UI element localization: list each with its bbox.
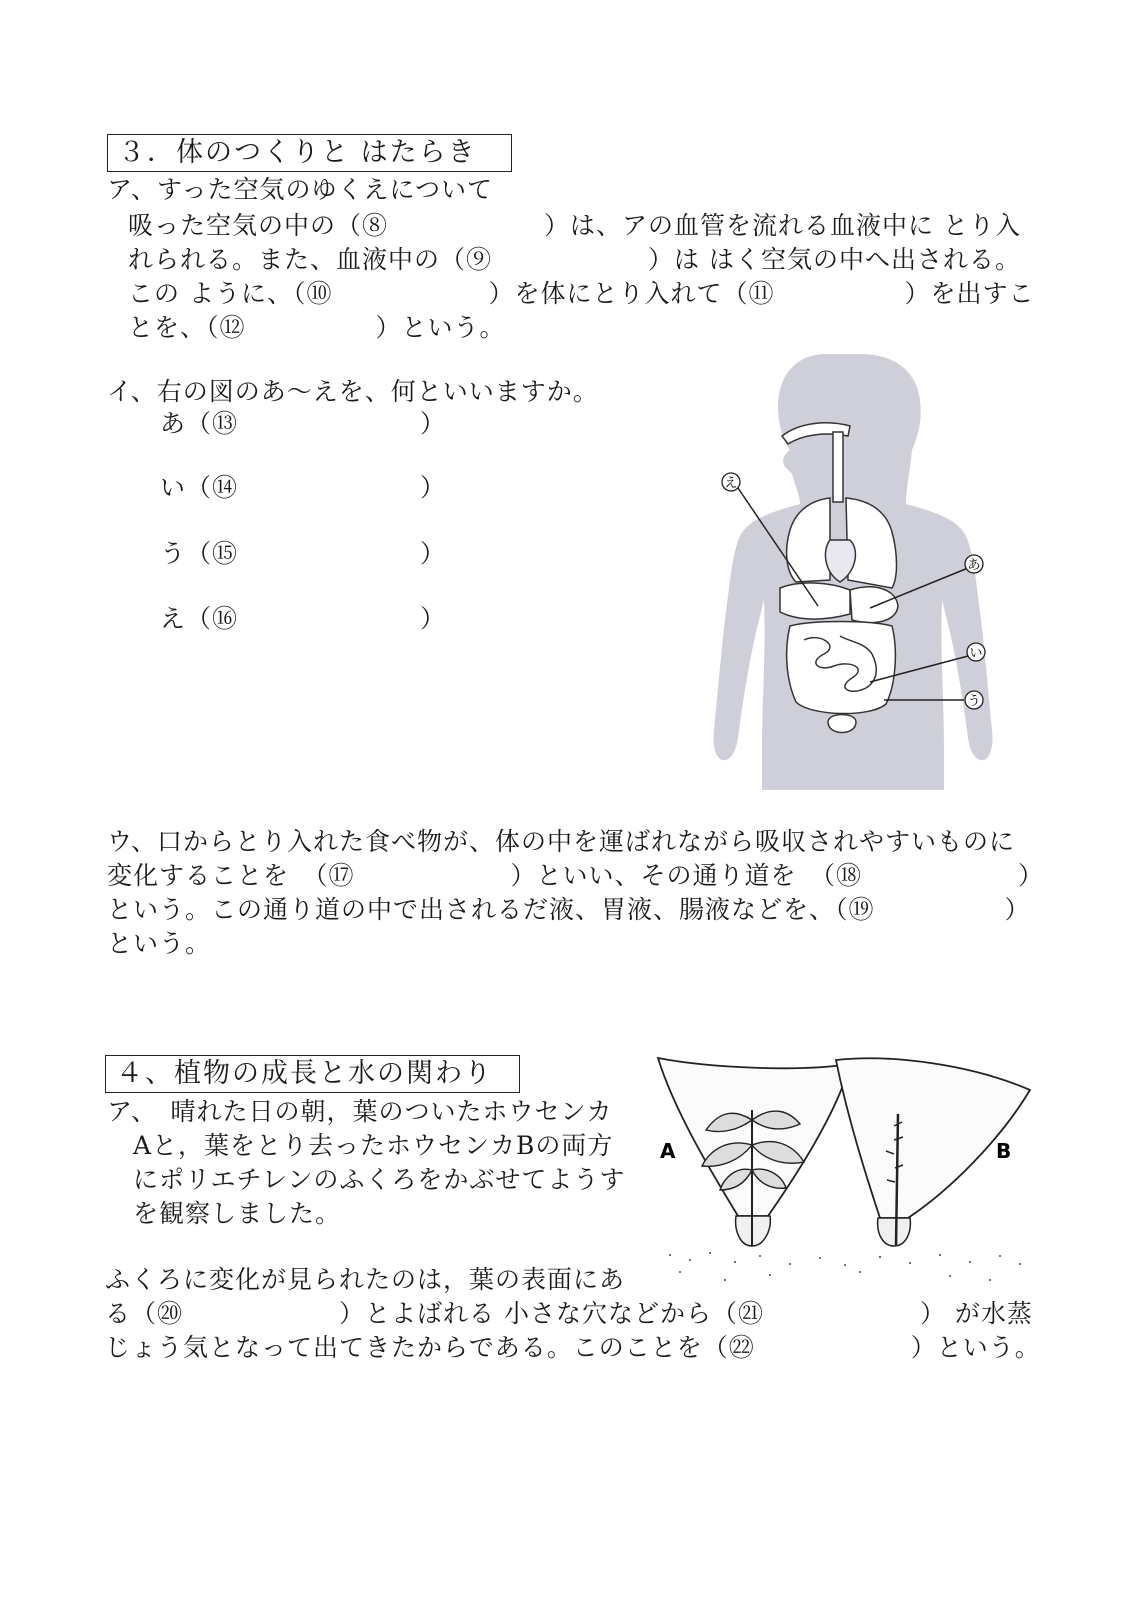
ground (669, 1252, 1021, 1281)
section3-partA-line: この ように、（⑩ ）を体にとり入れて（⑪ ）を出すこ (128, 279, 1035, 308)
section3-partB-question: イ、右の図のあ〜えを、何といいますか。 (107, 377, 599, 406)
section4-partA-line: Aと，葉をとり去ったホウセンカBの両方 (107, 1131, 614, 1160)
figure-label-a: あ (967, 558, 981, 573)
section4-partA-line: ア、 晴れた日の朝，葉のついたホウセンカ (107, 1097, 613, 1126)
section4-conclusion-line: ふくろに変化が見られたのは，葉の表面にあ (105, 1265, 626, 1294)
bag-a (658, 1058, 850, 1216)
bag-b-tie (878, 1218, 911, 1246)
section4-partA-line: にポリエチレンのふくろをかぶせてようす (107, 1165, 626, 1194)
answer-blank-15: う（⑮ ） (160, 539, 447, 568)
answer-blank-14: い（⑭ ） (160, 473, 447, 502)
bladder (828, 715, 856, 733)
section3-title: ３．体のつくりと はたらき (107, 134, 512, 172)
section3-partC-line: ウ、口からとり入れた食べ物が、体の中を運ばれながら吸収されやすいものに (107, 827, 1016, 856)
stomach (850, 587, 898, 623)
figure-label-e: え (724, 476, 738, 491)
section3-partA-line: 吸った空気の中の（⑧ ）は、アの血管を流れる血液中に とり入 (128, 211, 1021, 240)
trachea (833, 432, 843, 502)
section3-partC-line: という。この通り道の中で出されるだ液、胃液、腸液などを、（⑲ ） (107, 895, 1031, 924)
section4-conclusion-line: る（⑳ ）とよばれる 小さな穴などから（㉑ ） が水蒸 (105, 1299, 1033, 1328)
section4-partA-line: を観察しました。 (107, 1199, 342, 1228)
human-body-figure (700, 350, 1000, 790)
section3-partA-line: とを、（⑫ ）という。 (128, 313, 506, 342)
figure-label-u: う (967, 694, 981, 709)
figure-label-i: い (969, 646, 983, 661)
section4-conclusion-line: じょう気となって出てきたからである。このことを（㉒ ）という。 (105, 1333, 1041, 1362)
figure-label-A: A (660, 1139, 676, 1163)
answer-blank-13: あ（⑬ ） (160, 409, 447, 438)
answer-blank-16: え（⑯ ） (160, 604, 447, 633)
section3-partC-line: という。 (107, 929, 212, 958)
large-intestine (787, 622, 896, 714)
figure-label-B: B (996, 1139, 1012, 1163)
section4-title: ４、植物の成長と水の関わり (105, 1055, 520, 1093)
plant-bag-figure (650, 1050, 1040, 1290)
section3-partC-line: 変化することを （⑰ ）といい、その通り道を （⑱ ） (107, 861, 1045, 890)
section3-partA-line: れられる。また、血液中の（⑨ ）は はく空気の中へ出される。 (128, 245, 1021, 274)
section3-partA-heading: ア、すった空気のゆくえについて (107, 175, 494, 204)
